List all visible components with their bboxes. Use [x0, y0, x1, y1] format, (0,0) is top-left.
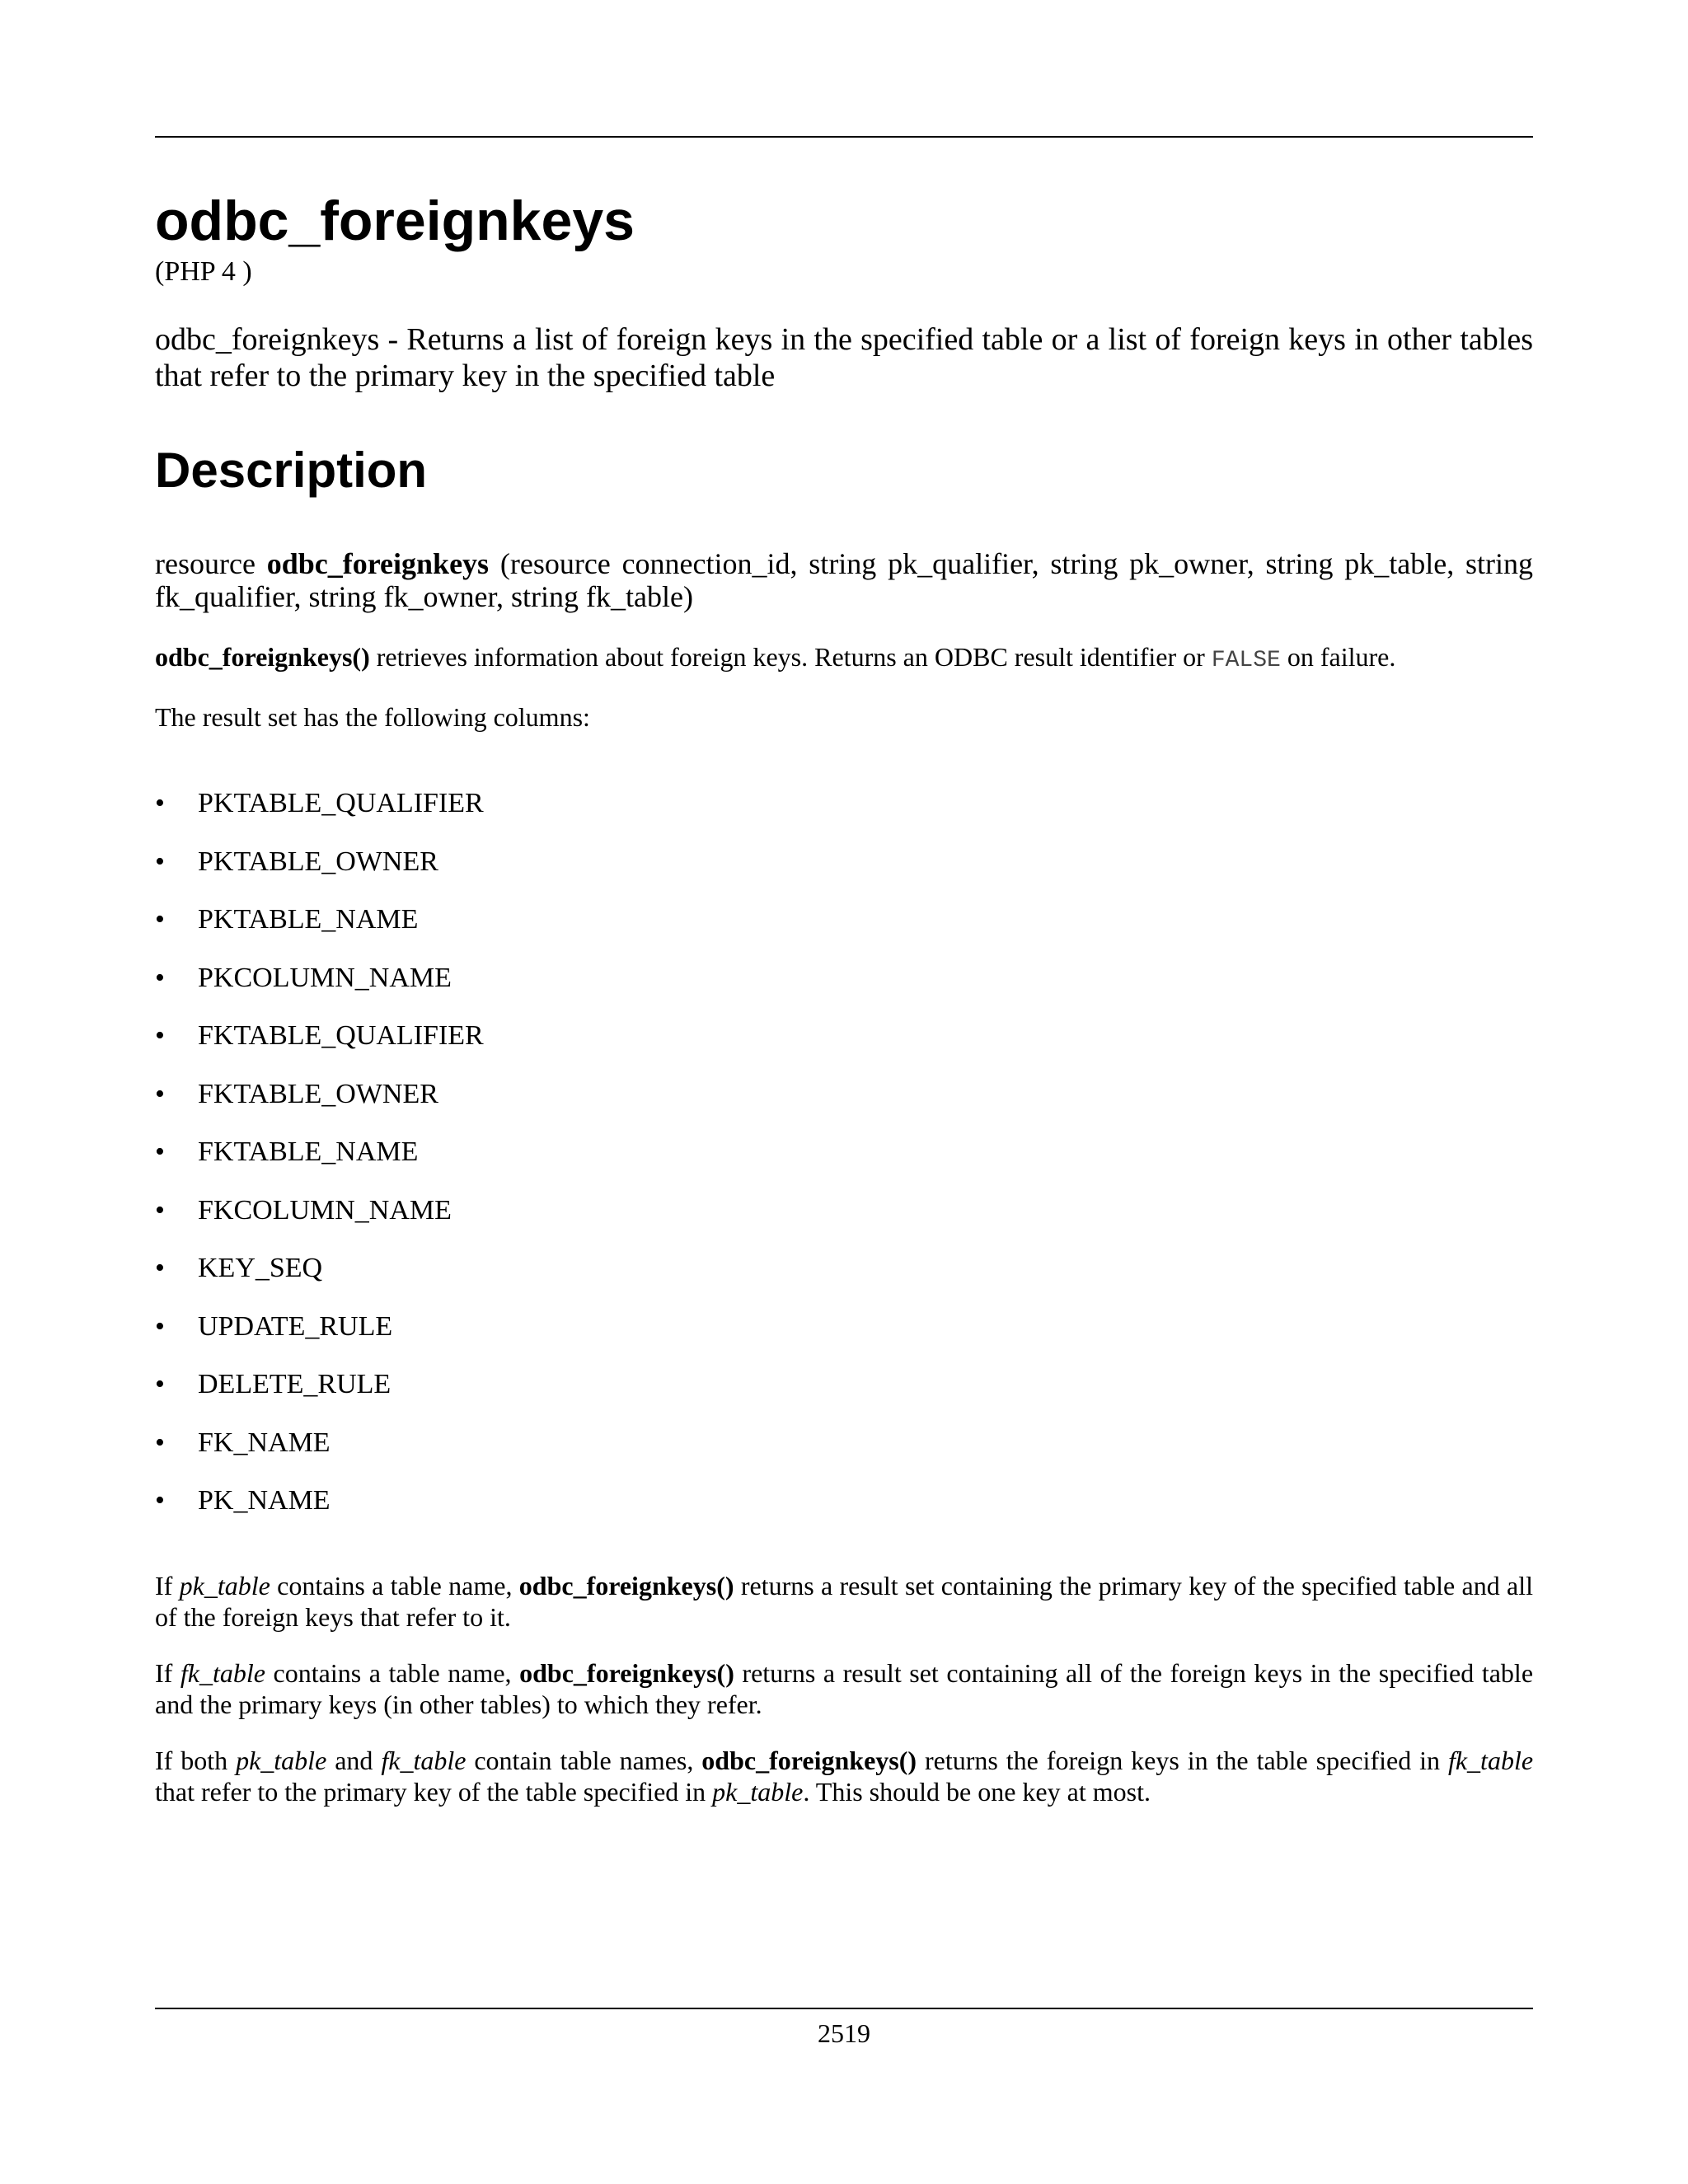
column-name: PKTABLE_NAME	[198, 904, 419, 935]
text: contains a table name,	[265, 1658, 520, 1688]
list-item	[155, 1136, 484, 1194]
list-item	[155, 1078, 484, 1137]
text: . This should be one key at most.	[803, 1777, 1151, 1807]
returns-text-end: on failure.	[1280, 642, 1396, 672]
column-name: PKTABLE_OWNER	[198, 846, 438, 877]
list-item	[155, 1019, 484, 1078]
synopsis-function-name: odbc_foreignkeys	[266, 547, 490, 580]
section-heading-description: Description	[155, 443, 428, 498]
bullet: •	[155, 1427, 165, 1458]
bullet: •	[155, 1310, 165, 1342]
bullet: •	[155, 1194, 165, 1226]
param-ref: pk_table	[179, 1571, 270, 1601]
list-item	[155, 1252, 484, 1310]
text: and	[326, 1746, 382, 1775]
column-name: PK_NAME	[198, 1485, 331, 1516]
header-rule	[155, 136, 1533, 138]
param-ref: fk_table	[1447, 1746, 1534, 1775]
returns-text: retrieves information about foreign keys. Returns an ODBC result identifier or	[369, 642, 1212, 672]
bullet: •	[155, 1020, 165, 1051]
text: that refer to the primary key of the table specified in	[155, 1777, 713, 1807]
list-item	[155, 787, 484, 846]
document-page	[155, 0, 1533, 2184]
column-name: FKCOLUMN_NAME	[198, 1194, 452, 1226]
function-ref: odbc_foreignkeys()	[701, 1746, 917, 1775]
column-name: UPDATE_RULE	[198, 1310, 393, 1342]
list-item	[155, 846, 484, 904]
bullet: •	[155, 962, 165, 993]
column-name: FKTABLE_NAME	[198, 1137, 419, 1167]
column-name: FKTABLE_OWNER	[198, 1078, 438, 1109]
bullet: •	[155, 846, 165, 877]
function-ref: odbc_foreignkeys()	[155, 642, 370, 672]
synopsis-params: (resource connection_id, string pk_qualifier, string pk_owner, string pk_table, string fk_qualifier, string fk_owner, string fk_table)	[155, 547, 1534, 613]
bullet: •	[155, 1253, 165, 1283]
text: If both	[155, 1746, 237, 1775]
function-ref: odbc_foreignkeys()	[519, 1658, 734, 1688]
list-item	[155, 1484, 484, 1543]
bullet: •	[155, 904, 165, 935]
footer-rule	[155, 2008, 1533, 2009]
false-constant: FALSE	[1211, 648, 1281, 673]
text: returns the foreign keys in the table specified in	[917, 1746, 1448, 1775]
bullet: •	[155, 1369, 165, 1399]
list-item	[155, 1194, 484, 1253]
column-name: PKCOLUMN_NAME	[198, 962, 452, 993]
text: If	[155, 1658, 181, 1688]
function-synopsis	[155, 547, 1533, 613]
version-info: (PHP 4 )	[155, 256, 252, 287]
text: contains a table name,	[270, 1571, 519, 1601]
result-columns-list	[155, 787, 484, 1543]
returns-paragraph	[155, 641, 1533, 677]
bullet: •	[155, 1137, 165, 1167]
bullet: •	[155, 788, 165, 818]
text: contain table names,	[466, 1746, 702, 1775]
list-item	[155, 962, 484, 1020]
bullet: •	[155, 1078, 165, 1109]
page-number: 2519	[818, 2018, 870, 2048]
function-purpose: odbc_foreignkeys - Returns a list of foreign keys in the specified table or a list of foreign keys in other tables that refer to the primary key in the specified table	[155, 322, 1533, 393]
fk-table-paragraph	[155, 1657, 1533, 1720]
param-ref: fk_table	[381, 1746, 467, 1775]
bullet: •	[155, 1485, 165, 1516]
text: returns a result set containing the primary key of the specified table and all of the foreign keys that refer to it.	[155, 1571, 1534, 1632]
both-tables-paragraph	[155, 1745, 1533, 1807]
text: returns a result set containing all of the foreign keys in the specified table and the primary keys (in other tables) to which they refer.	[155, 1658, 1534, 1719]
column-name: FK_NAME	[198, 1427, 331, 1458]
param-ref: pk_table	[236, 1746, 327, 1775]
pk-table-paragraph	[155, 1570, 1533, 1633]
param-ref: fk_table	[180, 1658, 265, 1688]
list-item	[155, 1368, 484, 1427]
column-name: PKTABLE_QUALIFIER	[198, 788, 484, 818]
column-name: DELETE_RULE	[198, 1369, 392, 1399]
list-item	[155, 1310, 484, 1369]
text: If	[155, 1571, 180, 1601]
column-name: KEY_SEQ	[198, 1253, 323, 1283]
function-ref: odbc_foreignkeys()	[518, 1571, 734, 1601]
columns-intro: The result set has the following columns:	[155, 702, 590, 732]
synopsis-return-type: resource	[155, 547, 256, 580]
column-name: FKTABLE_QUALIFIER	[198, 1020, 484, 1051]
list-item	[155, 1427, 484, 1485]
list-item	[155, 903, 484, 962]
param-ref: pk_table	[712, 1777, 804, 1807]
page-title: odbc_foreignkeys	[155, 190, 635, 252]
